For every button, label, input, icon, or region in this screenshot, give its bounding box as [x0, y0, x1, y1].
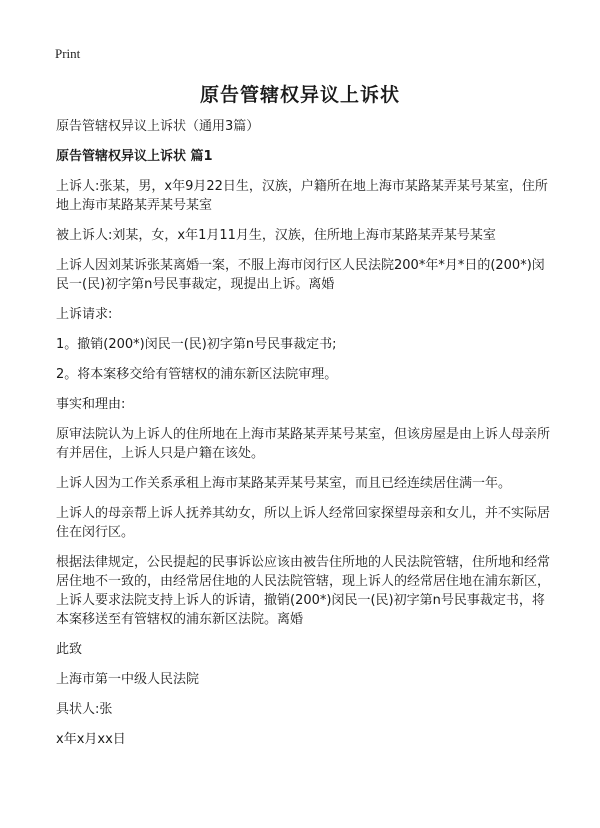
- paragraph-salutation: 此致: [56, 642, 83, 657]
- paragraph-facts-label: 事实和理由:: [56, 397, 126, 412]
- paragraph-fact-1: 原审法院认为上诉人的住所地在上海市某路某弄某号某室，但该房屋是由上诉人母亲所有并居住，上诉人只是户籍在该处。: [56, 427, 551, 461]
- paragraph-request-1: 1。撤销(200*)闵民一(民)初字第n号民事裁定书;: [56, 337, 337, 352]
- section-heading: 原告管辖权异议上诉状 篇1: [56, 149, 213, 164]
- document-subtitle: 原告管辖权异议上诉状（通用3篇）: [56, 119, 260, 134]
- paragraph-court-name: 上海市第一中级人民法院: [56, 672, 200, 687]
- paragraph-signatory: 具状人:张: [56, 702, 113, 717]
- paragraph-appellant: 上诉人:张某，男，x年9月22日生，汉族，户籍所在地上海市某路某弄某号某室，住所地上海市某路某弄某号某室: [56, 179, 548, 213]
- document-title: 原告管辖权异议上诉状: [199, 84, 400, 106]
- paragraph-date: x年x月xx日: [56, 732, 126, 747]
- paragraph-fact-3: 上诉人的母亲帮上诉人抚养其幼女，所以上诉人经常回家探望母亲和女儿，并不实际居住在闵行区。: [56, 506, 551, 540]
- paragraph-case-intro: 上诉人因刘某诉张某离婚一案，不服上海市闵行区人民法院200*年*月*日的(200*)闵民一(民)初字第n号民事裁定，现提出上诉。离婚: [56, 258, 545, 292]
- print-link[interactable]: Print: [55, 46, 81, 61]
- paragraph-appeal-requests-label: 上诉请求:: [56, 307, 113, 322]
- paragraph-appellee: 被上诉人:刘某，女，x年1月11月生，汉族，住所地上海市某路某弄某号某室: [56, 228, 496, 243]
- paragraph-fact-2: 上诉人因为工作关系承租上海市某路某弄某号某室，而且已经连续居住满一年。: [56, 476, 512, 491]
- paragraph-request-2: 2。将本案移交给有管辖权的浦东新区法院审理。: [56, 367, 338, 382]
- paragraph-legal-basis: 根据法律规定，公民提起的民事诉讼应该由被告住所地的人民法院管辖，住所地和经常居住地不一致的，由经常居住地的人民法院管辖，现上诉人的经常居住地在浦东新区，上诉人要求法院支持上诉人的诉请，撤销(200*)闵民一(民)初字第n号民事裁定书，将本案移送至有管辖权的浦东新区法院。离婚: [56, 555, 551, 627]
- document-body: [56, 117, 556, 760]
